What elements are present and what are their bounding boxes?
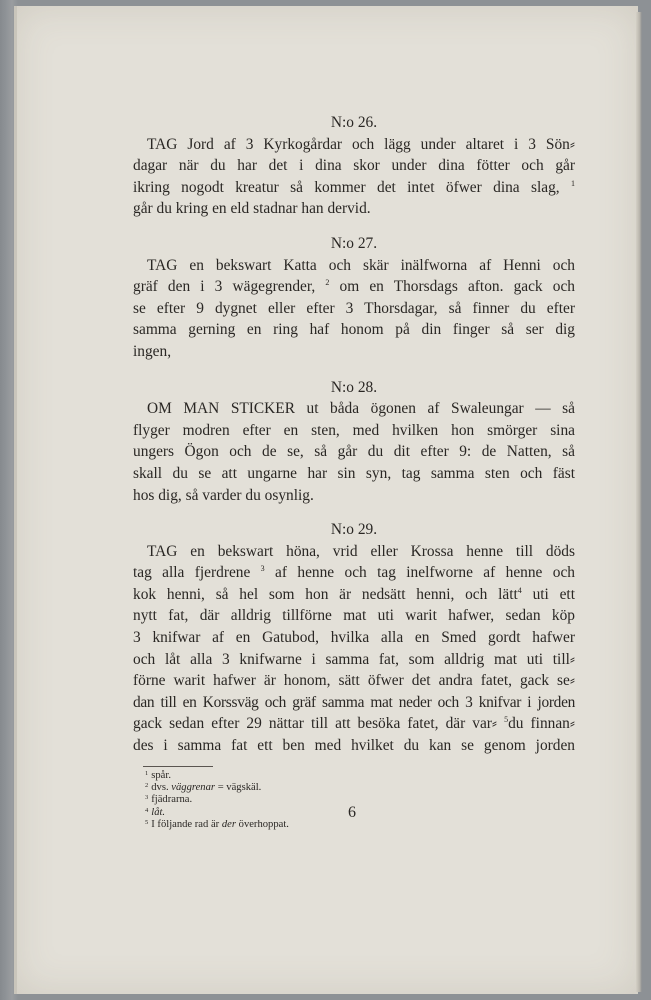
text-line: nytt fat, där alldrig tillförne mat uti warit hafwer, sedan köp xyxy=(133,607,575,625)
text-fragment: ikring nogodt kreatur så kommer det intet öfwer dina slag, xyxy=(133,178,560,196)
footnote-text: överhoppat. xyxy=(238,818,289,830)
footnote-emphasis: der xyxy=(221,818,236,830)
text-line: går du kring en eld stadnar han dervid. xyxy=(133,200,371,218)
footnote-text: spår. xyxy=(151,769,171,781)
text-fragment: om en Thorsdags afton. gack och xyxy=(339,278,575,296)
footnote-number: 2 xyxy=(145,781,149,789)
text-line: och låt alla 3 knifwarne i samma fat, som alldrig mat uti till⸗ xyxy=(133,650,575,668)
entry-heading-28: N:o 28. xyxy=(330,378,378,396)
footnote-mark: 3 xyxy=(260,564,265,574)
text-fragment: gräf den i 3 wägegrender, xyxy=(133,278,316,296)
page-number: 6 xyxy=(348,804,356,821)
entry-29 xyxy=(133,541,575,757)
footnote-mark: 4 xyxy=(517,585,522,595)
footnote-mark: 5 xyxy=(504,715,509,725)
text-line: 3 knifwar af en Gatubod, hvilka alla en Smed gordt hafwer xyxy=(133,629,575,647)
text-line: OM MAN STICKER ut båda ögonen af Swaleungar — så xyxy=(147,400,575,418)
text-line xyxy=(133,584,575,606)
text-line xyxy=(133,276,575,298)
text-line: TAG en bekswart Katta och skär inälfworna af Henni och xyxy=(147,256,575,274)
entry-27 xyxy=(133,255,575,363)
text-line: ingen, xyxy=(133,342,172,360)
footnote-emphasis: låt. xyxy=(151,806,166,818)
text-line xyxy=(133,562,575,584)
text-line: förne warit hafwer är honom, sätt öfwer det andra fatet, gack se⸗ xyxy=(133,672,575,690)
text-fragment: tag alla fjerdrene xyxy=(133,564,251,582)
text-line: TAG Jord af 3 Kyrkogårdar och lägg under altaret i 3 Sön⸗ xyxy=(147,135,575,153)
footnote-number: 1 xyxy=(145,769,149,777)
entry-heading-29: N:o 29. xyxy=(330,521,378,539)
page-right-edge xyxy=(636,12,642,992)
text-line: dan till en Korssväg och gräf samma mat neder och 3 knifvar i jorden xyxy=(133,693,575,711)
text-line: se efter 9 dygnet eller efter 3 Thorsdagar, så finner du efter xyxy=(133,299,575,317)
footnote-number: 4 xyxy=(145,806,149,814)
text-line xyxy=(133,177,575,199)
footnote-number: 5 xyxy=(145,818,149,826)
text-line: des i samma fat ett ben med hvilket du kan se genom jorden xyxy=(133,737,575,755)
text-line: ungers Ögon och de se, så går du dit efter 9: de Natten, så xyxy=(133,443,575,461)
text-line: hos dig, så varder du osynlig. xyxy=(133,486,314,504)
text-line xyxy=(133,713,575,735)
footnote-text: = vägskäl. xyxy=(217,781,262,793)
footnote-number: 3 xyxy=(145,794,149,802)
footnote xyxy=(145,782,575,794)
text-line: flyger modren efter en sten, med hvilken hon smörger sina xyxy=(133,421,575,439)
text-fragment: af henne och tag inelfworne af henne och xyxy=(275,564,575,582)
text-fragment: uti ett xyxy=(532,585,575,603)
text-fragment: du finnan⸗ xyxy=(508,715,575,733)
entry-26 xyxy=(133,134,575,220)
entry-heading-27: N:o 27. xyxy=(330,234,378,252)
text-line: skall du se att ungarne har sin syn, tag samma sten och fäst xyxy=(133,464,575,482)
footnote-text: dvs. xyxy=(151,781,169,793)
footnote-mark: 1 xyxy=(570,178,575,188)
text-fragment: kok henni, så hel som hon är nedsätt henni, och lätt xyxy=(133,585,518,603)
footnote-mark: 2 xyxy=(325,278,330,288)
footnote-emphasis: väggrenar xyxy=(171,781,216,793)
text-line: dagar när du har det i dina skor under dina fötter och går xyxy=(133,157,575,175)
page-left-edge xyxy=(14,6,17,994)
footnote xyxy=(145,770,575,782)
page-text xyxy=(133,112,575,831)
footnote-divider xyxy=(143,766,213,767)
text-fragment: gack sedan efter 29 nättar till att besöka fatet, där var⸗ xyxy=(133,715,498,733)
text-line: samma gerning en ring haf honom på din finger så ser dig xyxy=(133,321,575,339)
entry-28 xyxy=(133,398,575,506)
text-line: TAG en bekswart höna, vrid eller Krossa henne till döds xyxy=(147,542,575,560)
footnote-text: I följande rad är xyxy=(151,818,220,830)
footnote-text: fjädrarna. xyxy=(151,794,193,806)
entry-heading-26: N:o 26. xyxy=(330,114,378,131)
